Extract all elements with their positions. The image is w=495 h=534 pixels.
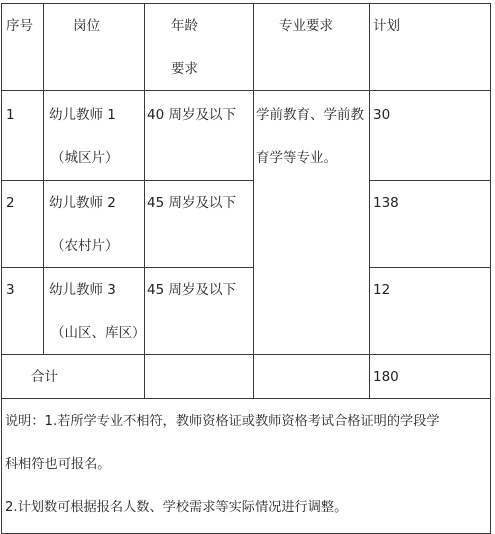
row-divider (1, 267, 253, 268)
row2-position: 幼儿教师 2 (49, 195, 116, 211)
header-major: 专业要求 (279, 18, 333, 34)
total-label: 合计 (31, 369, 58, 385)
row-divider (1, 180, 253, 181)
header-index: 序号 (6, 18, 33, 34)
recruitment-table (1, 3, 491, 534)
row2-index: 2 (6, 195, 15, 211)
row2-plan: 138 (373, 195, 399, 211)
header-position: 岗位 (73, 18, 100, 34)
header-age-line1: 年龄 (171, 18, 198, 34)
row1-plan: 30 (373, 107, 391, 123)
row3-index: 3 (6, 282, 15, 298)
row1-index: 1 (6, 107, 15, 123)
row-divider (369, 267, 491, 268)
major-line1: 学前教育、学前教 (256, 107, 364, 123)
column-divider (369, 3, 370, 399)
header-plan: 计划 (373, 18, 400, 34)
row3-position: 幼儿教师 3 (49, 282, 116, 298)
row-divider (1, 90, 491, 91)
table-border-top (1, 3, 491, 4)
row-divider (1, 354, 491, 355)
row2-area: （农村片） (51, 238, 119, 254)
column-divider (253, 3, 254, 399)
table-border-right (490, 3, 491, 534)
major-line2: 育学等专业。 (256, 150, 337, 166)
row3-plan: 12 (373, 282, 391, 298)
row1-position: 幼儿教师 1 (49, 107, 116, 123)
row3-age: 45 周岁及以下 (147, 282, 236, 298)
row3-area: （山区、库区） (51, 325, 146, 341)
row1-age: 40 周岁及以下 (147, 107, 236, 123)
note-line1: 说明：1.若所学专业不相符，教师资格证或教师资格考试合格证明的学段学 (5, 414, 440, 429)
row1-area: （城区片） (51, 150, 119, 166)
note-line2: 科相符也可报名。 (5, 457, 111, 472)
total-value: 180 (373, 369, 399, 385)
row2-age: 45 周岁及以下 (147, 195, 236, 211)
header-age-line2: 要求 (171, 61, 198, 77)
row-divider (1, 398, 491, 399)
row-divider (369, 180, 491, 181)
table-border-left (1, 3, 2, 534)
note-line3: 2.计划数可根据报名人数、学校需求等实际情况进行调整。 (5, 500, 348, 515)
column-divider (43, 3, 44, 355)
